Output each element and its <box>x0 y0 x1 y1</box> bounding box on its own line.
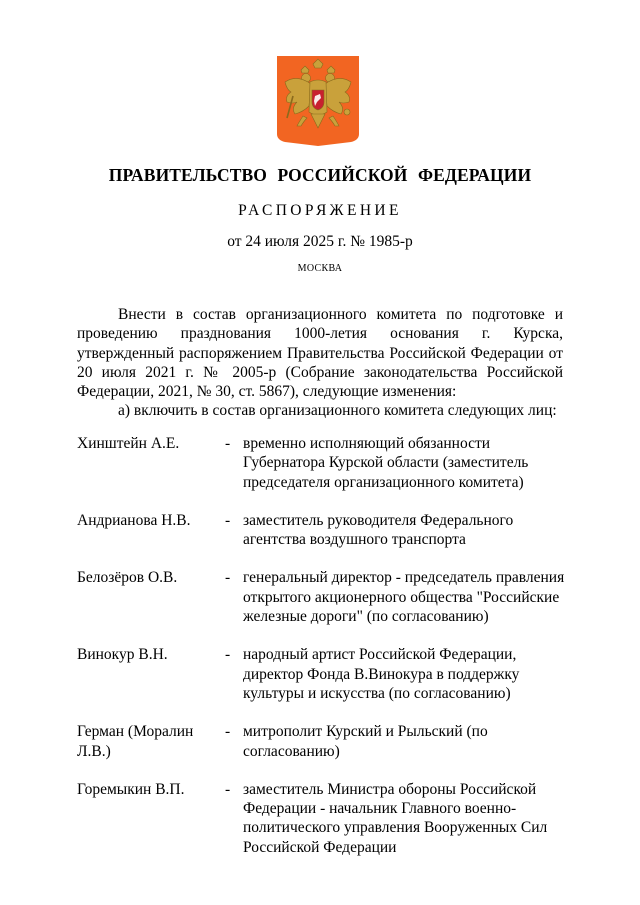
dash-separator: - <box>225 511 231 529</box>
member-name: Хинштейн А.Е. <box>77 435 180 452</box>
list-item <box>77 511 567 550</box>
preamble-paragraph: Внести в состав организационного комитета по подготовке и проведению празднования 1000-летия основания г. Курска, утвержденный распоряжением Правительства Российской Федерации от 20 июля 2021 г. № 2005-р (Собрание законодательства Российской Федерации, 2021, № 30, ст. 5867), следующие изменения: <box>77 306 563 401</box>
list-item <box>77 568 567 626</box>
member-role: заместитель Министра обороны Российской Федерации - начальник Главного военно-политического управления Вооруженных Сил Российской Федерации <box>243 780 548 856</box>
member-name: Герман (Моралин Л.В.) <box>77 723 194 760</box>
dash-separator: - <box>225 780 231 798</box>
dash-separator: - <box>225 435 231 452</box>
document-place: МОСКВА <box>297 263 343 274</box>
dash-separator: - <box>225 723 231 741</box>
member-role: митрополит Курский и Рыльский (по согласованию) <box>243 723 488 760</box>
dash-separator: - <box>225 569 231 587</box>
dash-separator: - <box>225 646 231 664</box>
list-item <box>77 722 567 761</box>
item-a: а) включить в состав организационного комитета следующих лиц: <box>118 402 557 420</box>
member-role: заместитель руководителя Федерального агентства воздушного транспорта <box>243 511 514 549</box>
list-item <box>77 780 567 857</box>
document-date-number: от 24 июля 2025 г. № 1985-р <box>227 233 413 250</box>
document-type: РАСПОРЯЖЕНИЕ <box>238 202 402 219</box>
member-name: Горемыкин В.П. <box>77 780 185 798</box>
member-name: Андрианова Н.В. <box>77 511 191 529</box>
member-role: генеральный директор - председатель правления открытого акционерного общества "Российские железные дороги" (по согласованию) <box>243 569 565 626</box>
member-role: народный артист Российской Федерации, директор Фонда В.Винокура в поддержку культуры и искусства (по согласованию) <box>243 646 520 702</box>
list-item <box>77 434 567 492</box>
preamble <box>77 305 563 421</box>
list-item <box>77 645 567 703</box>
member-name: Белозёров О.В. <box>77 569 178 587</box>
coat-of-arms-icon <box>277 56 359 146</box>
government-title: ПРАВИТЕЛЬСТВО РОССИЙСКОЙ ФЕДЕРАЦИИ <box>108 165 532 185</box>
members-list <box>77 434 567 876</box>
member-name: Винокур В.Н. <box>77 646 168 664</box>
member-role: временно исполняющий обязанности Губернатора Курской области (заместитель председателя организационного комитета) <box>243 435 529 491</box>
